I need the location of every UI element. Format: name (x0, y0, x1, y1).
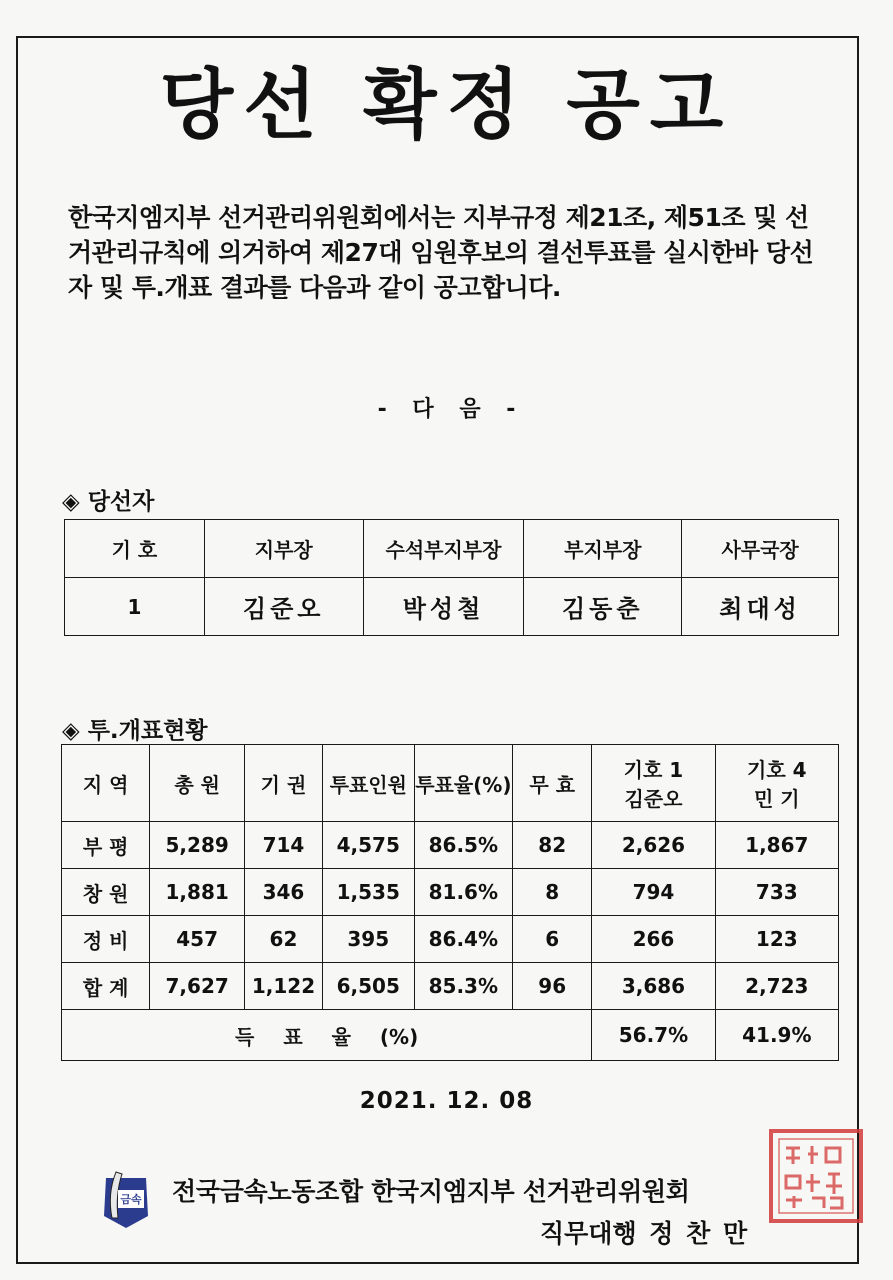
table-cell: 2,626 (592, 822, 715, 869)
table-cell: 1,881 (150, 869, 245, 916)
table-cell: 81.6% (414, 869, 513, 916)
table-cell: 56.7% (592, 1010, 715, 1061)
table-row (62, 916, 839, 963)
header-cell: 사무국장 (682, 520, 839, 578)
table-cell: 1,535 (323, 869, 414, 916)
table-cell: 85.3% (414, 963, 513, 1010)
table-cell: 96 (513, 963, 592, 1010)
header-cell: 기 권 (244, 745, 322, 822)
table-cell: 733 (715, 869, 838, 916)
candidate-number: 1 (65, 578, 205, 636)
candidate-1-header (592, 745, 715, 822)
intro-paragraph: 한국지엠지부 선거관리위원회에서는 지부규정 제21조, 제51조 및 선거관리규칙에 의거하여 제27대 임원후보의 결선투표를 실시한바 당선자 및 투.개표 결과를 다음과 같이 공고합니다. (68, 203, 814, 302)
header-cell: 지부장 (204, 520, 363, 578)
next-label: - 다 음 - (377, 397, 516, 422)
table-cell: 6 (513, 916, 592, 963)
candidate-number: 기호 4 (747, 758, 807, 782)
vote-rate-label: 득 표 율 (%) (62, 1010, 592, 1061)
winners-heading: ◈ 당선자 (62, 489, 155, 515)
header-cell: 부지부장 (524, 520, 682, 578)
vote-status-heading: ◈ 투.개표현황 (62, 718, 208, 744)
table-cell: 3,686 (592, 963, 715, 1010)
table-cell: 1,867 (715, 822, 838, 869)
winner-name: 김준오 (204, 578, 363, 636)
table-cell: 합 계 (62, 963, 150, 1010)
candidate-name: 김준오 (624, 787, 683, 811)
table-cell: 5,289 (150, 822, 245, 869)
table-header-row (62, 745, 839, 822)
winners-table (64, 519, 839, 636)
table-cell: 346 (244, 869, 322, 916)
table-cell: 6,505 (323, 963, 414, 1010)
table-header-row (65, 520, 839, 578)
table-row (62, 869, 839, 916)
winner-name: 최대성 (682, 578, 839, 636)
table-cell: 8 (513, 869, 592, 916)
winner-name: 김동춘 (524, 578, 682, 636)
winner-name: 박성철 (363, 578, 524, 636)
header-cell: 수석부지부장 (363, 520, 524, 578)
representative-name: 직무대행 정 찬 만 (540, 1219, 748, 1248)
candidate-4-header (715, 745, 838, 822)
header-cell: 무 효 (513, 745, 592, 822)
header-cell: 지 역 (62, 745, 150, 822)
table-cell: 266 (592, 916, 715, 963)
table-cell: 부 평 (62, 822, 150, 869)
union-logo-icon (98, 1168, 154, 1230)
table-cell: 86.5% (414, 822, 513, 869)
table-cell: 창 원 (62, 869, 150, 916)
header-cell: 투표인원 (323, 745, 414, 822)
official-seal-icon (768, 1128, 864, 1224)
table-row (62, 822, 839, 869)
table-cell: 62 (244, 916, 322, 963)
vote-rate-row (62, 1010, 839, 1061)
table-cell: 714 (244, 822, 322, 869)
table-cell: 82 (513, 822, 592, 869)
candidate-number: 기호 1 (623, 758, 684, 782)
vote-status-table (61, 744, 839, 1061)
table-row (65, 578, 839, 636)
header-cell: 투표율(%) (414, 745, 513, 822)
table-cell: 794 (592, 869, 715, 916)
header-cell: 기 호 (65, 520, 205, 578)
table-cell: 86.4% (414, 916, 513, 963)
candidate-name: 민 기 (754, 787, 800, 811)
table-cell: 2,723 (715, 963, 838, 1010)
table-cell: 395 (323, 916, 414, 963)
header-cell: 총 원 (150, 745, 245, 822)
page-title: 당선 확정 공고 (159, 60, 734, 149)
total-row (62, 963, 839, 1010)
table-cell: 1,122 (244, 963, 322, 1010)
announcement-date: 2021. 12. 08 (359, 1088, 534, 1114)
table-cell: 457 (150, 916, 245, 963)
table-cell: 7,627 (150, 963, 245, 1010)
table-cell: 123 (715, 916, 838, 963)
table-cell: 정 비 (62, 916, 150, 963)
table-cell: 4,575 (323, 822, 414, 869)
logo-text: 금속 (120, 1193, 142, 1206)
organization-name: 전국금속노동조합 한국지엠지부 선거관리위원회 (172, 1177, 690, 1206)
table-cell: 41.9% (715, 1010, 838, 1061)
